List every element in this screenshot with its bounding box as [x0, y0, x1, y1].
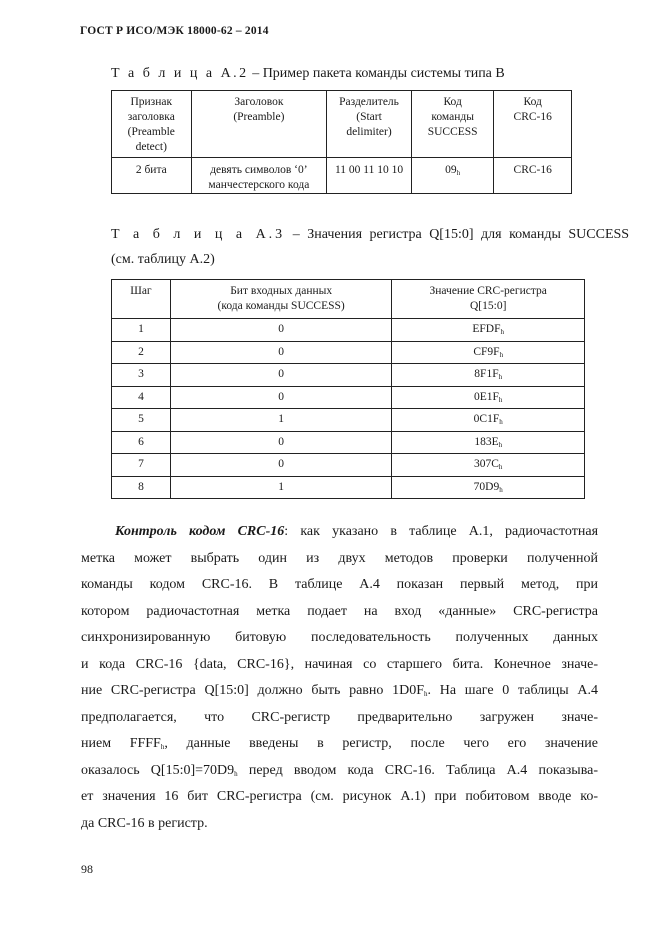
paragraph-line: и кода CRC-16 {data, CRC-16}, начиная со старшего бита. Конечное значе-	[81, 656, 598, 672]
cell-line: манчестерского кода	[208, 179, 310, 191]
crc-value: CF9F	[473, 345, 500, 358]
bit-cell: 0	[170, 431, 392, 454]
table-a3-caption-line2: (см. таблицу А.2)	[111, 252, 215, 267]
header-line: команды	[431, 111, 474, 123]
table-a2-header-row	[112, 91, 572, 158]
paragraph-text: : как указано в таблице А.1, радиочастотная	[284, 524, 599, 539]
body-paragraph	[81, 519, 598, 837]
crc-cell	[392, 454, 585, 477]
paragraph-line	[81, 758, 598, 785]
hex-subscript: h	[498, 395, 503, 404]
table-cell: 11 00 11 10 10	[327, 158, 412, 194]
table-row	[112, 454, 585, 477]
table-row	[112, 476, 585, 499]
bit-cell: 0	[170, 386, 392, 409]
crc-cell	[392, 476, 585, 499]
paragraph-text: . На шаге 0 таблицы А.4	[427, 683, 598, 698]
hex-subscript: h	[456, 169, 461, 177]
header-line: Признак	[130, 96, 173, 108]
step-cell: 8	[112, 476, 171, 499]
table-row	[112, 409, 585, 432]
step-cell: 6	[112, 431, 171, 454]
hex-subscript: h	[160, 743, 165, 751]
paragraph-text: перед вводом кода CRC-16. Таблица А.4 показыва-	[237, 762, 598, 778]
crc-cell	[392, 341, 585, 364]
crc-cell	[392, 319, 585, 342]
table-cell: 2 бита	[112, 158, 192, 194]
table-row	[112, 341, 585, 364]
bit-cell: 0	[170, 341, 392, 364]
crc-value: 8F1F	[474, 368, 499, 381]
step-cell: 5	[112, 409, 171, 432]
step-cell: 7	[112, 454, 171, 477]
document-header: ГОСТ Р ИСО/МЭК 18000-62 – 2014	[80, 25, 269, 37]
paragraph-text: оказалось Q[15:0]=70D9	[81, 762, 235, 778]
bit-cell: 1	[170, 476, 392, 499]
table-cell: CRC-16	[494, 158, 572, 194]
paragraph-line: команды кодом CRC-16. В таблице А.4 показан первый метод, при	[81, 577, 598, 592]
table-row	[112, 386, 585, 409]
header-line: Код	[443, 96, 462, 108]
header-line: (кода команды SUCCESS)	[217, 300, 345, 312]
table-cell	[191, 158, 327, 194]
table-a2-header-delimiter	[327, 91, 412, 158]
table-a3-header-row	[112, 280, 585, 319]
header-line: (Preamble)	[233, 111, 285, 123]
paragraph-text: нием FFFF	[81, 736, 161, 751]
table-row	[112, 431, 585, 454]
hex-subscript: h	[424, 690, 428, 698]
header-line: Разделитель	[339, 96, 399, 108]
header-line: delimiter)	[346, 126, 392, 138]
table-a3-caption-prefix: Т а б л и ц а А.3	[111, 227, 286, 242]
table-a2-caption-prefix: Т а б л и ц а А.2	[111, 66, 249, 81]
page-number: 98	[81, 862, 93, 876]
paragraph-text: ние CRC-регистра Q[15:0] должно быть равно 1D0F	[81, 683, 425, 698]
header-line: CRC-16	[513, 111, 552, 123]
cell-line: девять символов ‘0’	[210, 164, 308, 176]
step-cell: 2	[112, 341, 171, 364]
header-line: Q[15:0]	[469, 300, 507, 312]
header-line: заголовка	[127, 111, 175, 123]
hex-subscript: h	[498, 373, 503, 382]
paragraph-lead: Контроль кодом CRC-16	[115, 524, 285, 539]
hex-subscript: h	[234, 769, 238, 778]
table-a2-caption	[111, 64, 505, 84]
crc-cell	[392, 409, 585, 432]
table-a2-header-preamble	[191, 91, 327, 158]
table-row	[112, 319, 585, 342]
table-row	[112, 364, 585, 387]
header-line: Заголовок	[234, 96, 284, 108]
table-a3-header-step: Шаг	[112, 280, 171, 319]
paragraph-line: предполагается, что CRC-регистр предварительно загружен значе-	[81, 709, 598, 725]
crc-cell	[392, 431, 585, 454]
table-a2-header-crc16	[494, 91, 572, 158]
header-line: (Start	[356, 111, 382, 123]
crc-value: 0E1F	[473, 390, 499, 403]
cell-value: 09	[445, 164, 457, 176]
bit-cell: 1	[170, 409, 392, 432]
header-line: Значение CRC-регистра	[429, 285, 547, 297]
paragraph-line: да CRC-16 в регистр.	[81, 815, 208, 831]
crc-value: 70D9	[473, 480, 500, 493]
header-line: Бит входных данных	[230, 285, 333, 297]
table-a2-caption-text: – Пример пакета команды системы типа В	[248, 66, 505, 81]
table-a3-caption-text: – Значения регистра Q[15:0] для команды SUCCESS	[285, 227, 630, 242]
table-row	[112, 158, 572, 194]
crc-cell	[392, 364, 585, 387]
header-line: detect)	[135, 141, 167, 153]
hex-subscript: h	[499, 418, 503, 427]
crc-value: EFDF	[472, 323, 501, 336]
header-line: (Preamble	[127, 126, 175, 138]
table-a2-header-preamble-detect	[112, 91, 192, 158]
bit-cell: 0	[170, 454, 392, 477]
table-a3-header-input-bit	[170, 280, 392, 319]
header-line: SUCCESS	[427, 126, 478, 138]
crc-value: 183E	[474, 435, 499, 448]
table-a3	[111, 279, 585, 499]
paragraph-text: , данные введены в регистр, после чего его значение	[164, 736, 599, 751]
hex-subscript: h	[499, 485, 503, 494]
paragraph-line	[81, 519, 598, 546]
step-cell: 1	[112, 319, 171, 342]
header-line: Код	[523, 96, 542, 108]
step-cell: 4	[112, 386, 171, 409]
table-a3-caption-line1	[111, 225, 630, 245]
paragraph-line	[81, 731, 598, 758]
table-a3-header-crc-value	[392, 280, 585, 319]
table-a3-caption	[111, 225, 630, 270]
bit-cell: 0	[170, 319, 392, 342]
step-cell: 3	[112, 364, 171, 387]
table-a2	[111, 90, 572, 194]
paragraph-line: котором радиочастотная метка подает на вход «данные» CRC-регистра	[81, 603, 598, 619]
paragraph-line: метка может выбрать один из двух методов проверки полученной	[81, 550, 598, 566]
hex-subscript: h	[500, 328, 505, 337]
hex-subscript: h	[499, 350, 504, 359]
table-a2-header-command-code	[411, 91, 494, 158]
paragraph-line	[81, 678, 598, 705]
hex-subscript: h	[498, 440, 503, 449]
crc-value: 0C1F	[473, 413, 500, 426]
hex-subscript: h	[498, 463, 503, 472]
paragraph-line: ет значения 16 бит CRC-регистра (см. рисунок А.1) при побитовом вводе ко-	[81, 789, 598, 804]
crc-cell	[392, 386, 585, 409]
table-cell	[411, 158, 494, 194]
paragraph-line: синхронизированную битовую последовательность полученных данных	[81, 630, 598, 645]
crc-value: 307C	[473, 458, 499, 471]
bit-cell: 0	[170, 364, 392, 387]
